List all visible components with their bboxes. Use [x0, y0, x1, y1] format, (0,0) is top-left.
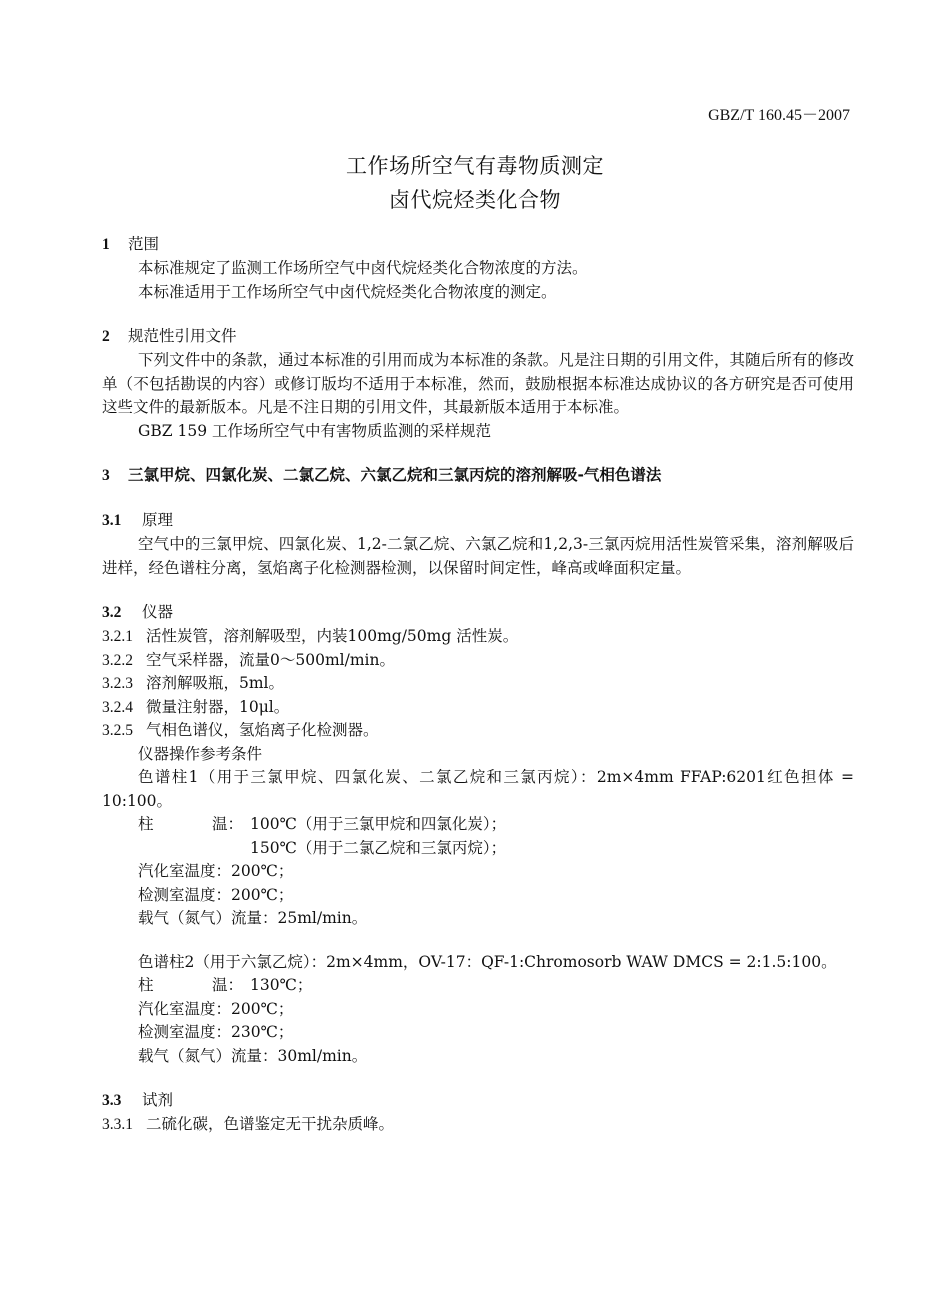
carrier-gas-flow: 载气（氮气）流量：30ml/min。: [138, 1046, 368, 1065]
section-3-2-heading: [102, 600, 854, 625]
list-item: 3.2.3 溶剂解吸瓶，5ml。: [102, 674, 285, 692]
vaporizer-temperature: 汽化室温度：200℃；: [138, 862, 294, 880]
section-3-3-heading: [102, 1088, 854, 1113]
detector-temperature: 检测室温度：230℃；: [138, 1023, 294, 1041]
paragraph: 本标准规定了监测工作场所空气中卤代烷烃类化合物浓度的方法。: [138, 259, 588, 277]
section-3-heading: [102, 463, 854, 488]
section-title: 原理: [142, 511, 174, 529]
paragraph: 空气中的三氯甲烷、四氯化炭、1,2-二氯乙烷、六氯乙烷和1,2,3-三氯丙烷用活性炭管采集，溶剂解吸后进样，经色谱柱分离，氢焰离子化检测器检测，以保留时间定性，峰高或峰面积定量。: [102, 535, 854, 577]
section-number: 3.2: [102, 604, 122, 621]
section-3-1-heading: [102, 508, 854, 533]
conditions-title: 仪器操作参考条件: [138, 744, 263, 763]
column-2-description: 色谱柱2（用于六氯乙烷）：2m×4mm，OV-17：QF-1:Chromosorb WAW DMCS = 2:1.5:100。: [138, 952, 837, 971]
document-subtitle: 卤代烷烃类化合物: [389, 188, 561, 212]
document-body: [102, 232, 854, 1137]
vaporizer-temperature: 汽化室温度：200℃；: [138, 999, 294, 1018]
list-item: 3.2.4 微量注射器，10μl。: [102, 697, 290, 716]
section-title: 仪器: [142, 603, 174, 621]
section-number: 3.3: [102, 1092, 122, 1109]
section-2-heading: [102, 324, 854, 349]
section-number: 3: [102, 467, 110, 484]
section-number: 1: [102, 236, 110, 253]
column-1-temperature: 柱 温： 100℃（用于三氯甲烷和四氯化炭）；: [138, 815, 507, 833]
standard-code: GBZ/T 160.45－2007: [708, 107, 850, 124]
section-title: 三氯甲烷、四氯化炭、二氯乙烷、六氯乙烷和三氯丙烷的溶剂解吸-气相色谱法: [128, 466, 662, 484]
list-item: 3.2.5 气相色谱仪，氢焰离子化检测器。: [102, 721, 379, 739]
document-title: 工作场所空气有毒物质测定: [346, 154, 604, 178]
paragraph: 下列文件中的条款，通过本标准的引用而成为本标准的条款。凡是注日期的引用文件，其随后所有的修改单（不包括勘误的内容）或修订版均不适用于本标准，然而，鼓励根据本标准达成协议的各方研究是否可使用这些文件的最新版本。凡是不注日期的引用文件，其最新版本适用于本标准。: [102, 351, 854, 416]
section-number: 2: [102, 328, 110, 345]
list-item: 3.3.1 二硫化碳，色谱鉴定无干扰杂质峰。: [102, 1115, 395, 1133]
section-title: 规范性引用文件: [128, 327, 237, 345]
section-1-heading: [102, 232, 854, 257]
column-1-description: 色谱柱1（用于三氯甲烷、四氯化炭、二氯乙烷和三氯丙烷）：2m×4mm FFAP:6201红色担体 = 10:100。: [102, 768, 854, 810]
detector-temperature: 检测室温度：200℃；: [138, 885, 294, 904]
section-title: 试剂: [142, 1091, 174, 1109]
paragraph: 本标准适用于工作场所空气中卤代烷烃类化合物浓度的测定。: [138, 282, 557, 301]
list-item: 3.2.2 空气采样器，流量0～500ml/min。: [102, 650, 395, 669]
section-title: 范围: [128, 235, 160, 253]
reference-item: GBZ 159 工作场所空气中有害物质监测的采样规范: [138, 421, 491, 440]
carrier-gas-flow: 载气（氮气）流量：25ml/min。: [138, 909, 368, 927]
list-item: 3.2.1 活性炭管，溶剂解吸型，内装100mg/50mg 活性炭。: [102, 627, 519, 645]
column-2-temperature: 柱 温： 130℃；: [138, 976, 313, 994]
column-1-temperature-2: 150℃（用于二氯乙烷和三氯丙烷）；: [250, 838, 507, 857]
section-number: 3.1: [102, 512, 122, 529]
